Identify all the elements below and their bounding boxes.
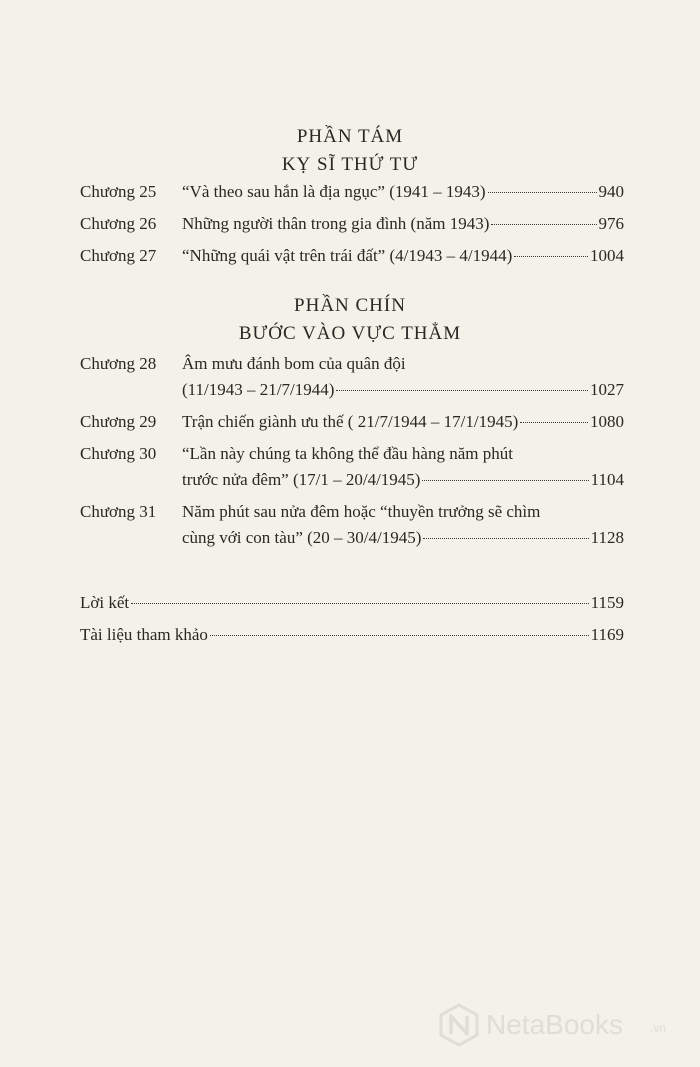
- dot-leader: [210, 635, 589, 636]
- page-number: 1104: [590, 470, 624, 489]
- dot-leader: [336, 390, 588, 391]
- part-8-heading: [0, 123, 700, 179]
- page-number: 976: [598, 214, 624, 233]
- chapter-title-line-1: Âm mưu đánh bom của quân đội: [182, 354, 406, 373]
- dot-leader: [488, 192, 597, 193]
- entry-title: Tài liệu tham khảo: [80, 625, 208, 644]
- netabooks-logo-icon: [438, 1003, 480, 1047]
- chapter-title: “Những quái vật trên trái đất” (4/1943 – 4/1944): [182, 246, 513, 265]
- chapter-number: Chương 26: [80, 214, 157, 233]
- chapter-title: “Và theo sau hắn là địa ngục” (1941 – 1943): [182, 182, 486, 201]
- chapter-title: Những người thân trong gia đình (năm 1943): [182, 214, 490, 233]
- chapter-number: Chương 29: [80, 412, 157, 431]
- page-number: 1128: [590, 528, 624, 547]
- watermark-brand: NetaBooks: [486, 1009, 623, 1040]
- page-number: 940: [598, 182, 624, 201]
- chapter-title-line-1: “Lần này chúng ta không thể đầu hàng năm phút: [182, 444, 513, 463]
- entry-title: Lời kết: [80, 593, 130, 612]
- chapter-number: Chương 31: [80, 502, 157, 521]
- part-8-title: KỴ SĨ THỨ TƯ: [281, 154, 419, 175]
- dot-leader: [520, 422, 588, 423]
- page-number: 1027: [590, 380, 624, 399]
- chapter-title-line-2: trước nửa đêm” (17/1 – 20/4/1945): [182, 470, 421, 489]
- part-9-label: PHẦN CHÍN: [294, 295, 406, 316]
- netabooks-watermark: [438, 1003, 688, 1047]
- dot-leader: [422, 480, 588, 481]
- part-9-heading: [0, 292, 700, 348]
- dot-leader: [423, 538, 588, 539]
- dot-leader: [491, 224, 596, 225]
- chapter-title-line-2: (11/1943 – 21/7/1944): [182, 380, 335, 399]
- part-9-title: BƯỚC VÀO VỰC THẲM: [238, 323, 462, 344]
- chapter-title-line-1: Năm phút sau nửa đêm hoặc “thuyền trưởng sẽ chìm: [182, 502, 541, 521]
- chapter-number: Chương 30: [80, 444, 157, 463]
- dot-leader: [131, 603, 589, 604]
- page-number: 1169: [590, 625, 624, 644]
- watermark-suffix: .vn: [650, 1021, 667, 1035]
- chapter-number: Chương 25: [80, 182, 157, 201]
- page-number: 1004: [590, 246, 624, 265]
- part-8-label: PHẦN TÁM: [296, 126, 404, 147]
- page-number: 1080: [590, 412, 624, 431]
- chapter-number: Chương 28: [80, 354, 157, 373]
- dot-leader: [514, 256, 588, 257]
- page-number: 1159: [590, 593, 624, 612]
- chapter-number: Chương 27: [80, 246, 157, 265]
- chapter-title-line-2: cùng với con tàu” (20 – 30/4/1945): [182, 528, 422, 547]
- chapter-title: Trận chiến giành ưu thế ( 21/7/1944 – 17/1/1945): [182, 412, 519, 431]
